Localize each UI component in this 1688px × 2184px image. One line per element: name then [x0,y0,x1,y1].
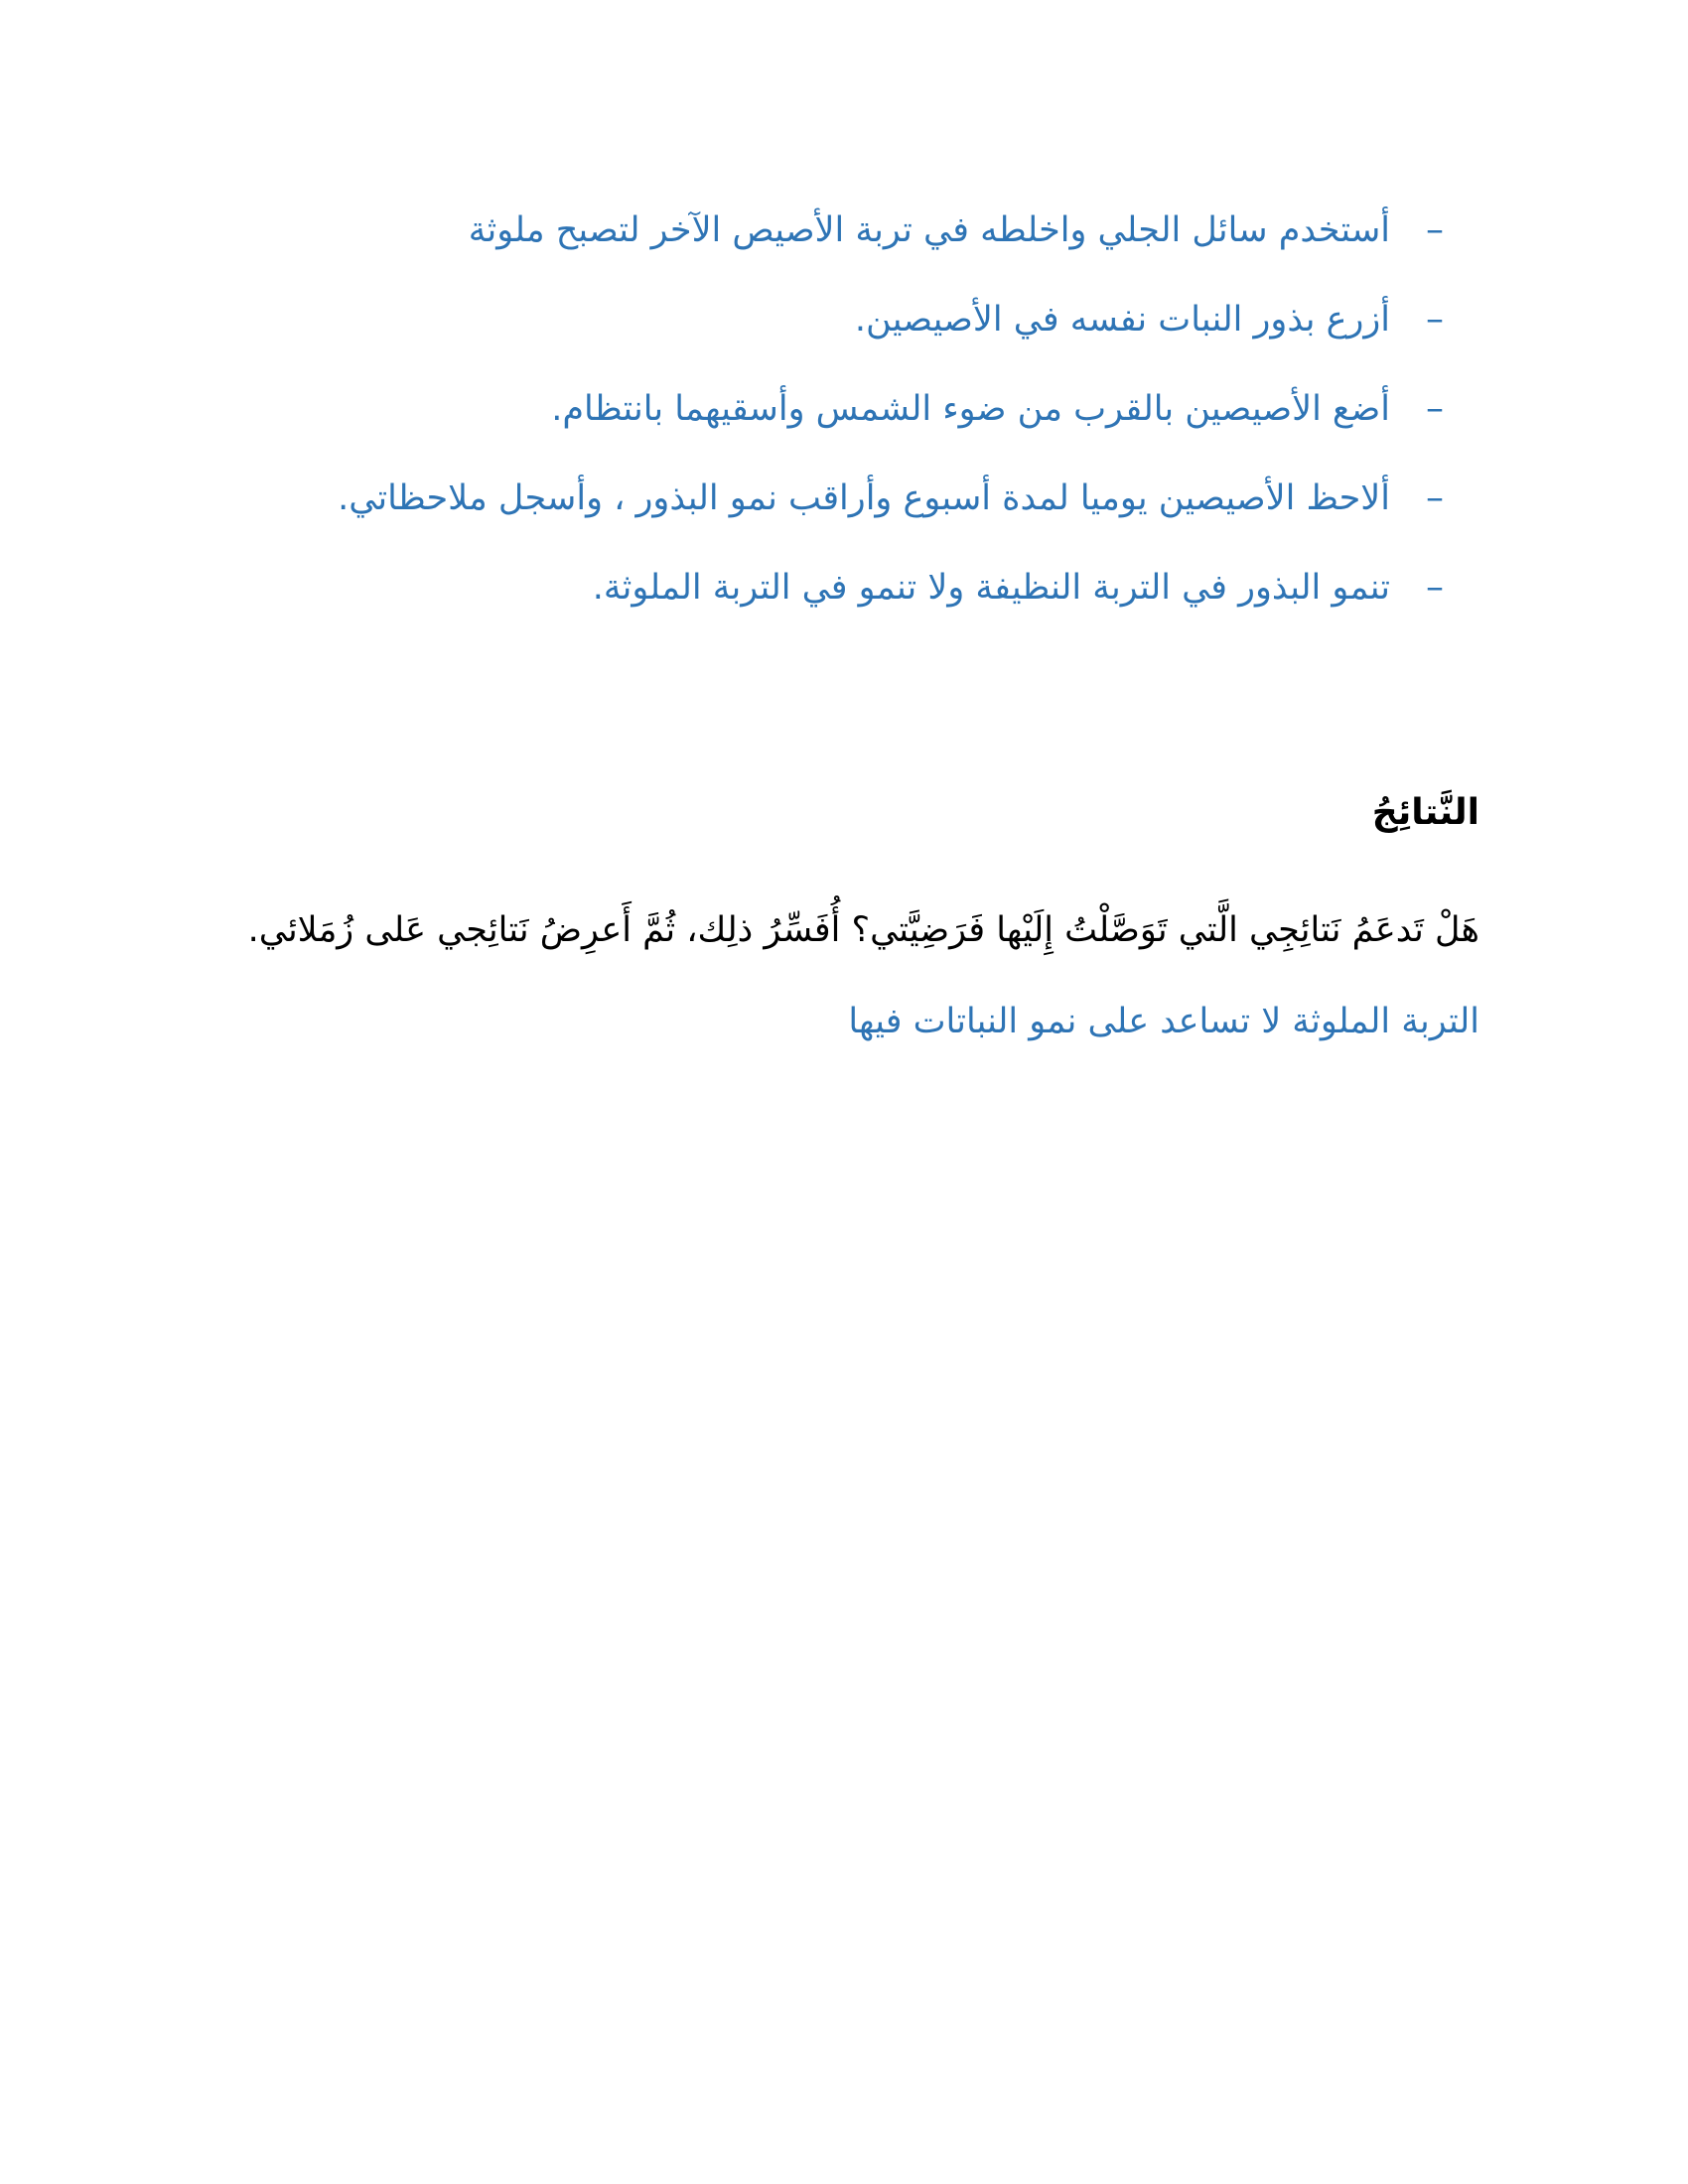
dash-bullet-icon: – [1426,299,1444,340]
list-item [189,382,1479,436]
dash-bullet-icon: – [1426,209,1444,250]
page-content [189,204,1479,1051]
results-answer: التربة الملوثة لا تساعد على نمو النباتات فيها [848,1002,1479,1041]
dash-bullet-icon: – [1426,478,1444,518]
step-text: تنمو البذور في التربة النظيفة ولا تنمو في التربة الملوثة. [592,568,1390,608]
step-text: ألاحظ الأصيصين يوميا لمدة أسبوع وأراقب نمو البذور ، وأسجل ملاحظاتي. [338,478,1390,518]
list-item [189,472,1479,525]
results-heading: النَّتائِجُ [1371,792,1479,833]
dash-bullet-icon: – [1426,567,1444,608]
step-text: أزرع بذور النبات نفسه في الأصيصين. [854,300,1390,340]
list-item [189,204,1479,257]
list-item [189,561,1479,614]
step-text: أستخدم سائل الجلي واخلطه في تربة الأصيص الآخر لتصبح ملوثة [468,210,1390,250]
step-text: أضع الأصيصين بالقرب من ضوء الشمس وأسقيهما بانتظام. [551,389,1390,429]
list-item [189,293,1479,346]
procedure-steps [189,204,1479,614]
dash-bullet-icon: – [1426,388,1444,429]
results-question: هَلْ تَدعَمُ نَتائِجِي الَّتي تَوَصَّلْتُ إِلَيْها فَرَضِيَّتي؟ أُفَسِّرُ ذلِك، ثُمَّ أَعرِضُ نَتائِجي عَلى زُمَلائي. [247,910,1479,950]
